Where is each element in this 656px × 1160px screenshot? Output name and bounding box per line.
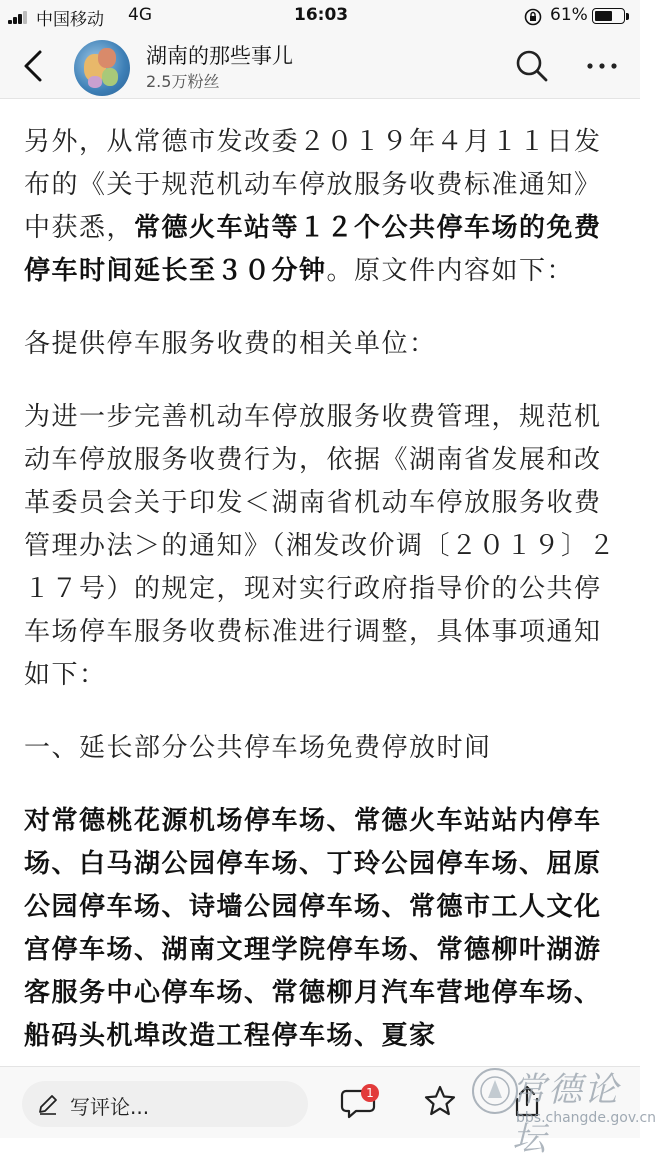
pen-icon	[36, 1092, 60, 1116]
orientation-lock-icon	[524, 8, 542, 26]
status-bar	[0, 0, 640, 34]
paragraph-intro: 另外，从常德市发改委２０１９年４月１１日发布的《关于规范机动车停放服务收费标准通知》中获悉，常德火车站等１２个公共停车场的免费停车时间延长至３０分钟。原文件内容如下：	[24, 127, 602, 286]
paragraph-notice: 为进一步完善机动车停放服务收费管理，规范机动车停放服务收费行为，依据《湖南省发展和改革委员会关于印发＜湖南省机动车停放服务收费管理办法＞的通知》（湘发改价调〔２０１９〕２１７号）的规定，现对实行政府指导价的公共停车场停车服务收费标准进行调整，具体事项通知如下：	[24, 402, 617, 690]
paragraph-salutation: 各提供停车服务收费的相关单位：	[24, 329, 437, 359]
section-heading: 一、延长部分公共停车场免费停放时间	[24, 733, 492, 763]
highlight-text: 常德火车站等１２个公共停车场的免费停车时间延长至３０分钟	[24, 213, 602, 286]
watermark-url: bbs.changde.gov.cn	[516, 1110, 656, 1126]
fan-count: 2.5万粉丝	[146, 72, 220, 91]
header	[0, 34, 640, 99]
watermark-name: 常德论坛	[512, 1070, 620, 1159]
comment-placeholder: 写评论...	[70, 1095, 150, 1119]
forum-watermark	[468, 1060, 656, 1159]
search-icon[interactable]	[514, 48, 550, 84]
signal-icon	[8, 10, 32, 24]
channel-name[interactable]: 湖南的那些事儿	[146, 44, 293, 68]
clock: 16:03	[294, 5, 349, 25]
more-icon[interactable]	[584, 48, 620, 84]
battery-percent: 61%	[550, 5, 588, 25]
back-arrow-icon[interactable]	[16, 46, 52, 86]
paragraph-parking-list: 对常德桃花源机场停车场、常德火车站站内停车场、白马湖公园停车场、丁玲公园停车场、屈原公园停车场、诗墙公园停车场、常德市工人文化宫停车场、湖南文理学院停车场、常德柳叶湖游客服务中心停车场、常德柳月汽车营地停车场、船码头机埠改造工程停车场、夏家	[24, 806, 602, 1051]
battery-icon	[592, 8, 632, 26]
star-icon[interactable]	[422, 1083, 458, 1119]
network-label: 4G	[128, 5, 152, 25]
avatar[interactable]	[74, 40, 130, 96]
article-body	[24, 98, 616, 1058]
comment-input[interactable]	[22, 1081, 308, 1127]
carrier-label: 中国移动	[36, 10, 104, 30]
comment-count-badge: 1	[361, 1084, 379, 1102]
